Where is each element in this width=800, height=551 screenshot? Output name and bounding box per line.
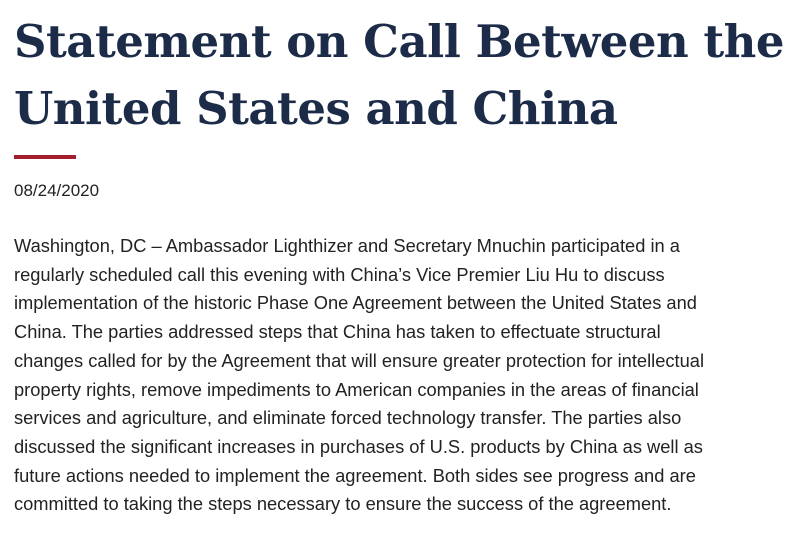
article-body: Washington, DC – Ambassador Lighthizer and Secretary Mnuchin participated in a regularly scheduled call this evening with China’s Vice Premier Liu Hu to discuss implementation of the historic Phase One Agreement between the United States and China. The parties addressed steps that China has taken to effectuate structural changes called for by the Agreement that will ensure greater protection for intellectual property rights, remove impediments to American companies in the areas of financial services and agriculture, and eliminate forced technology transfer. The parties also discussed the significant increases in purchases of U.S. products by China as well as future actions needed to implement the agreement. Both sides see progress and are committed to taking the steps necessary to ensure the success of the agreement.: [14, 235, 705, 515]
page-title: Statement on Call Between the United States and China: [14, 15, 784, 135]
publish-date: 08/24/2020: [14, 181, 100, 200]
title-divider: [14, 155, 76, 159]
